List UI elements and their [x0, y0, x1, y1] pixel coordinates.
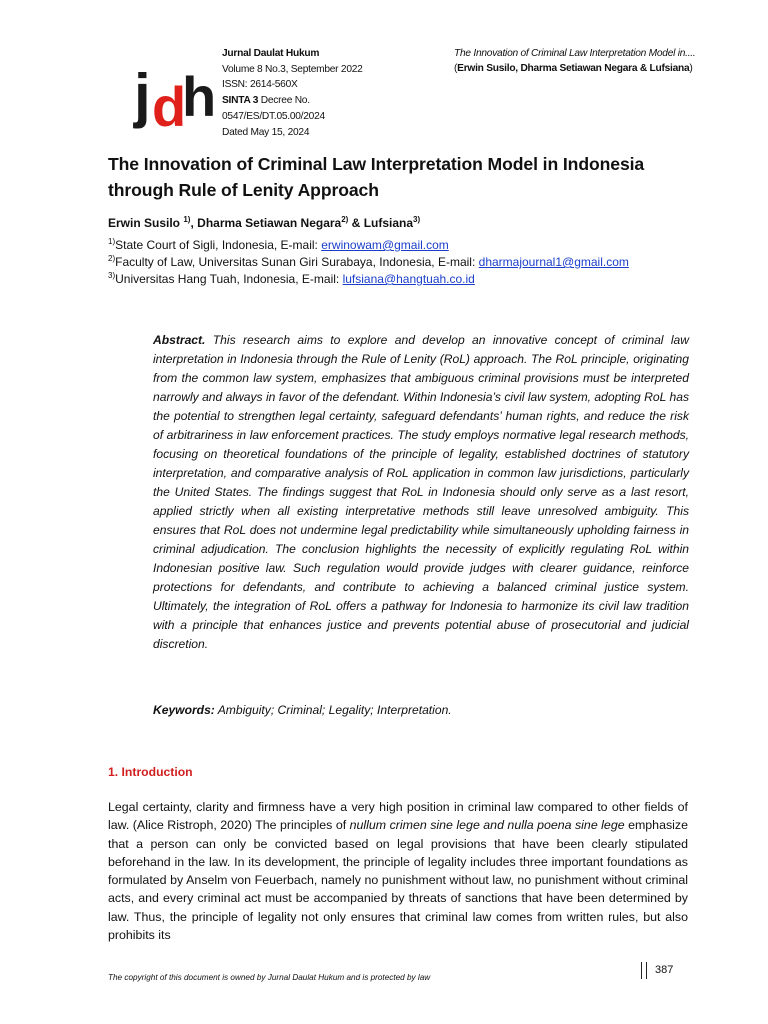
introduction-paragraph	[108, 798, 688, 944]
author-sep: ,	[190, 216, 198, 230]
affiliation-text: State Court of Sigli, Indonesia, E-mail:	[115, 238, 322, 252]
intro-text: Legal certainty, clarity and firmness have a very high position in criminal law compared to other fields of law. (Alice Ristroph, 2020) The principles of	[108, 800, 688, 833]
paper-title: The Innovation of Criminal Law Interpretation Model in Indonesia through Rule of Lenity Approach	[108, 154, 645, 200]
sinta-info	[222, 93, 412, 109]
keywords-label: Keywords:	[153, 703, 215, 717]
running-authors-line	[454, 61, 704, 76]
svg-text:h: h	[182, 65, 216, 128]
dated: Dated May 15, 2024	[222, 126, 310, 138]
affiliation-3	[108, 267, 475, 288]
running-title: The Innovation of Criminal Law Interpretation Model in....	[454, 48, 696, 59]
abstract-text: This research aims to explore and develop an innovative concept of criminal law interpretation in Indonesia through the Rule of Lenity (RoL) approach. The RoL principle, originating from the common law system, emphasizes that ambiguous criminal provisions must be interpreted narrowly and always in favor of the defendant. Within Indonesia’s civil law system, adopting RoL has the potential to strengthen legal certainty, safeguard defendants’ human rights, and reduce the risk of arbitrariness in law enforcement practices. The study employs normative legal research methods, focusing on theoretical foundations of the principle of legality, established doctrines of statutory interpretation, and comparative analysis of RoL application in common law jurisdictions, particularly the United States. The findings suggest that RoL in Indonesia should only serve as a last resort, applied strictly when all existing interpretative methods still leave unresolved ambiguity. This ensures that RoL does not undermine legal predictability while simultaneously upholding fairness in criminal adjudication. The conclusion highlights the necessity of explicitly regulating RoL within Indonesian positive law. Such regulation would provide judges with clearer guidance, reinforce protections for defendants, and contribute to achieving a balanced criminal justice system. Ultimately, the integration of RoL offers a pathway for Indonesia to harmonize its civil law tradition with a principle that enhances justice and prevents potential abuse of prosecutorial and judicial discretion.	[153, 333, 689, 651]
affiliation-sup: 2)	[108, 254, 116, 263]
author-name: Lufsiana	[363, 216, 414, 230]
abstract	[153, 331, 689, 654]
copyright-note: The copyright of this document is owned by Jurnal Daulat Hukum and is protected by law	[108, 973, 431, 982]
running-authors: Erwin Susilo, Dharma Setiawan Negara & Lufsiana	[457, 63, 690, 75]
svg-text:j: j	[134, 64, 147, 129]
journal-logo	[132, 64, 216, 140]
keywords-text: Ambiguity; Criminal; Legality; Interpretation.	[214, 703, 452, 717]
running-head	[454, 46, 704, 77]
sinta-rest: Decree No.	[258, 95, 310, 107]
journal-info	[222, 46, 412, 140]
decree-number: 0547/ES/DT.05.00/2024	[222, 110, 325, 122]
paren-close: )	[689, 63, 693, 75]
author-name: Erwin Susilo	[108, 216, 184, 230]
email-link[interactable]: lufsiana@hangtuah.co.id	[342, 272, 475, 286]
author-sup: 1)	[183, 215, 191, 224]
email-link[interactable]: erwinowam@gmail.com	[321, 238, 449, 252]
journal-name: Jurnal Daulat Hukum	[222, 48, 320, 59]
volume-info: Volume 8 No.3, September 2022	[222, 63, 363, 75]
paren-open: (	[454, 63, 458, 75]
author-sep: &	[348, 216, 364, 230]
abstract-label: Abstract.	[153, 333, 206, 347]
intro-latin-maxim: nullum crimen sine lege and nulla poena sine lege	[349, 818, 625, 833]
affiliation-text: Faculty of Law, Universitas Sunan Giri Surabaya, Indonesia, E-mail:	[115, 255, 479, 269]
affiliation-sup: 3)	[108, 271, 116, 280]
intro-text: emphasize that a person can only be convicted based on legal provisions that have been clearly stipulated beforehand in the law. In its development, the principle of legality includes three important foundations as formulated by Anselm von Feuerbach, namely no punishment without law, no punishment without criminal acts, and every criminal act must be accompanied by threats of sanctions that have been determined by law. Thus, the principle of legality not only ensures that criminal law comes from written rules, but also prohibits its	[108, 818, 688, 943]
section-heading-introduction: 1. Introduction	[108, 765, 193, 779]
keywords	[153, 703, 452, 717]
author-sup: 2)	[341, 215, 349, 224]
email-link[interactable]: dharmajournal1@gmail.com	[478, 255, 629, 269]
author-name: Dharma Setiawan Negara	[197, 216, 342, 230]
page-number: 387	[655, 964, 674, 976]
svg-text:d: d	[152, 75, 184, 138]
sinta-label: SINTA 3	[222, 95, 259, 107]
author-sup: 3)	[413, 215, 421, 224]
affiliation-text: Universitas Hang Tuah, Indonesia, E-mail:	[115, 272, 343, 286]
authors-line	[108, 215, 420, 230]
page-marker-bars	[641, 962, 647, 979]
issn: ISSN: 2614-560X	[222, 79, 298, 91]
affiliation-sup: 1)	[108, 237, 116, 246]
